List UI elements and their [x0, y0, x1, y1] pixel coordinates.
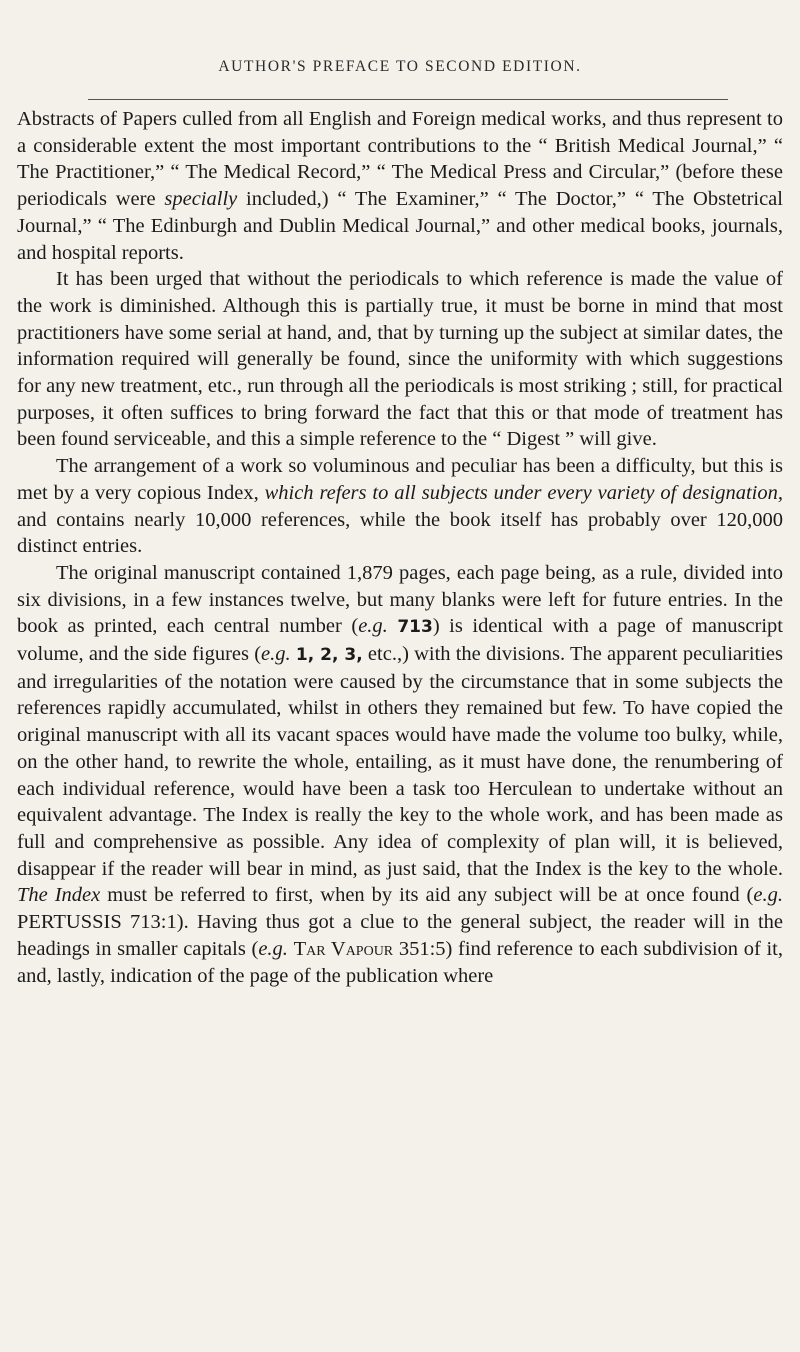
body-text — [17, 106, 783, 989]
italic-text: e.g. — [358, 615, 388, 638]
text-run: Abstracts of Papers culled from all English and Foreign medical works, and thus represent to a considerable extent the most important contributions to the “ British Medical Journal,” “ The Practitioner,” “ The Medical Record,” “ The Medical Press and Circular,” (before these periodicals were — [17, 108, 783, 211]
text-run: etc.,) with the divisions. The apparent peculiarities and irregularities of the notation were caused by the circumstance that in some subjects the references rapidly accumulated, whilst in others they remained but few. To have copied the original manuscript with all its vacant spaces would have made the volume too bulky, while, on the other hand, to rewrite the whole, entailing, as it must have done, the renumbering of each individual reference, would have been a task too Herculean to undertake without an equivalent advantage. The Index is really the key to the whole work, and has been made as full and comprehensive as possible. Any idea of complexity of plan will, it is believed, disappear if the reader will bear in mind, as just said, that the Index is the key to the whole. — [17, 643, 784, 880]
paragraph — [17, 106, 783, 266]
reference-figure: 713 — [397, 617, 433, 638]
text-run: and contains nearly 10,000 references, while the book itself has probably over 120,000 distinct entries. — [17, 508, 783, 558]
italic-text: specially — [164, 188, 238, 211]
text-run: included,) “ The Examiner,” “ The Doctor,” “ The Obstetrical Journal,” “ The Edinburgh and Dublin Medical Journal,” and other medical books, journals, and hospital reports. — [17, 188, 783, 264]
text-run: PERTUSSIS 713:1). Having thus got a clue to the general subject, the reader will in the headings in smaller capitals ( — [17, 911, 783, 960]
text-run: ) is identical with a page of manuscript volume, and the side figures ( — [17, 615, 783, 666]
italic-text: e.g. — [753, 884, 783, 907]
text-run: must be referred to first, when by its aid any subject will be at once found ( — [100, 884, 754, 907]
italic-text: The Index — [17, 884, 101, 907]
small-caps-text: Tar Vapour — [293, 937, 394, 960]
text-run: The arrangement of a work so voluminous and peculiar has been a difficulty, but this is met by a very copious Index, — [17, 455, 783, 504]
reference-figure: 1, 2, 3, — [295, 645, 363, 666]
paragraph — [17, 266, 783, 453]
text-run: It has been urged that without the periodicals to which reference is made the value of the work is diminished. Although this is partially true, it must be borne in mind that most practitioners have some serial at hand, and, that by turning up the subject at similar dates, the information required will generally be found, since the uniformity with which suggestions for any new treatment, etc., run through all the periodicals is most striking ; still, for practical purposes, it often suffices to bring forward the fact that this or that mode of treatment has been found serviceable, and this a simple reference to the “ Digest ” will give. — [17, 268, 783, 451]
header-rule — [88, 99, 728, 100]
italic-text: e.g. — [261, 643, 291, 666]
italic-text: which refers to all subjects under every variety of designation, — [264, 481, 783, 504]
running-head: AUTHOR'S PREFACE TO SECOND EDITION. — [218, 58, 582, 75]
text-run: 351:5) find reference to each subdivision of it, and, lastly, indication of the page of the publication where — [17, 937, 783, 987]
text-run — [388, 615, 398, 637]
paragraph — [17, 560, 783, 989]
text-run: The original manuscript contained 1,879 pages, each page being, as a rule, divided into six divisions, in a few instances twelve, but many blanks were left for future entries. In the book as printed, each central number ( — [17, 561, 783, 638]
paragraph — [17, 453, 783, 560]
italic-text: e.g. — [258, 937, 288, 960]
